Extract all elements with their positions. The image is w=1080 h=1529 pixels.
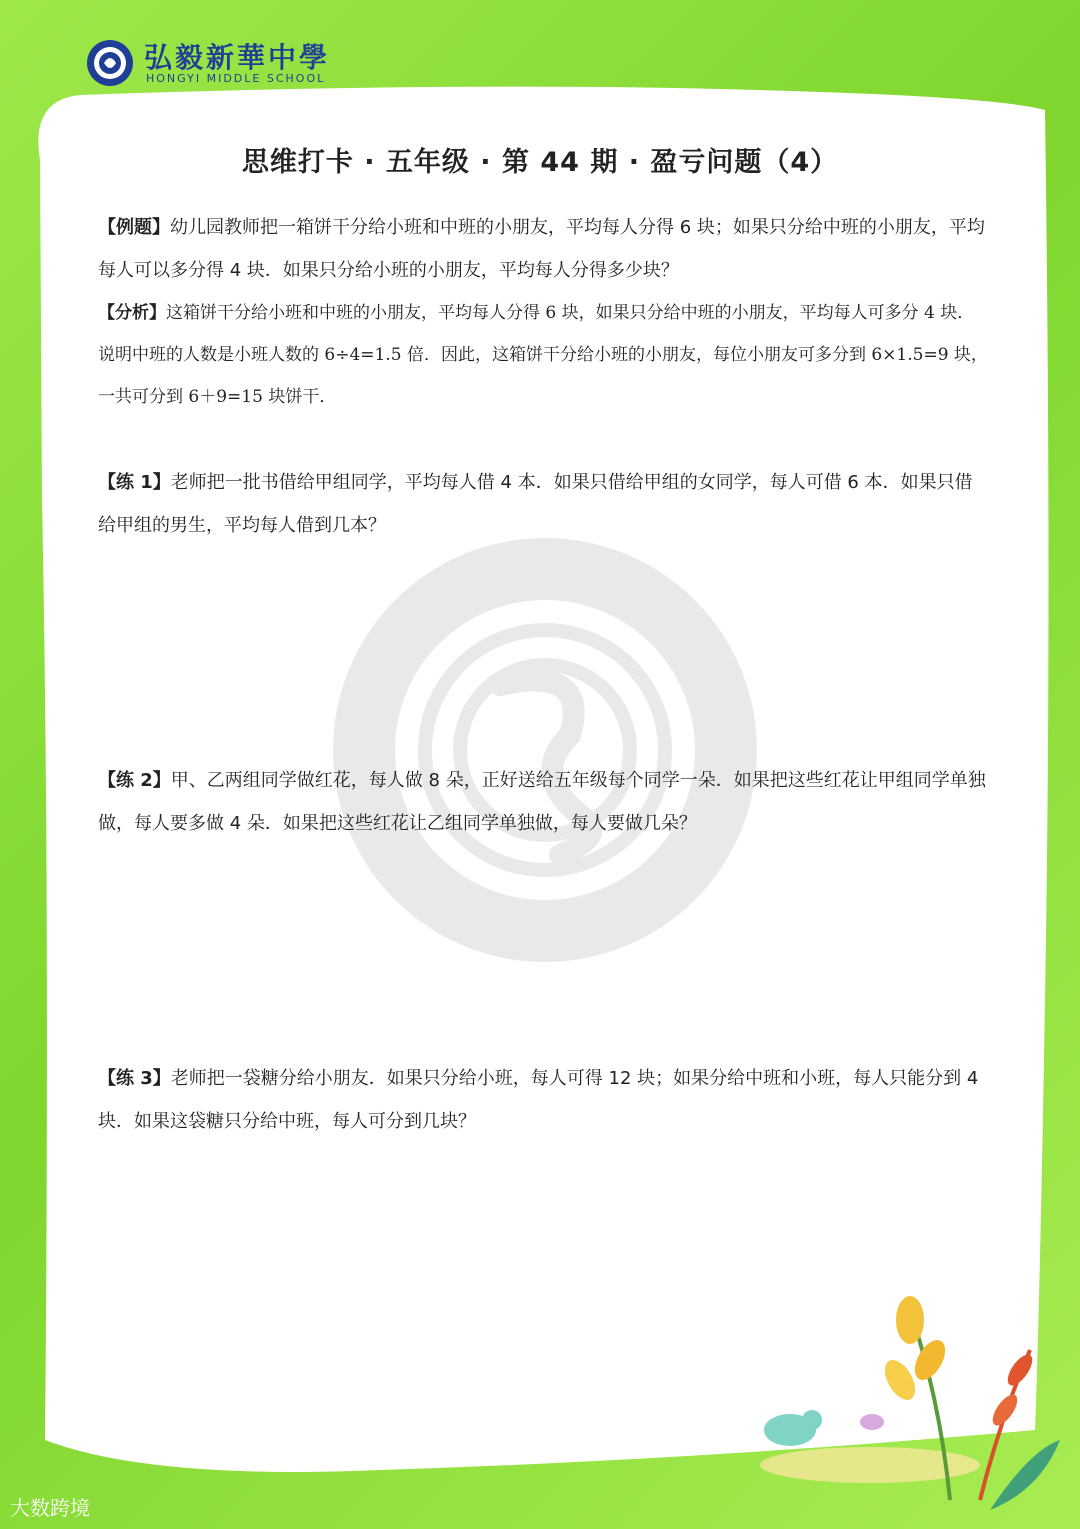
example-text: 幼儿园教师把一箱饼干分给小班和中班的小朋友，平均每人分得 6 块；如果只分给中班的小朋友，平均每人可以多分得 4 块．如果只分给小班的小朋友，平均每人分得多少块？: [98, 217, 985, 281]
footer-watermark: 大数跨境: [10, 1496, 90, 1520]
practice-2-lead: 【练 2】: [98, 770, 171, 791]
page-title: 思维打卡 · 五年级 · 第 44 期 · 盈亏问题（4）: [241, 147, 839, 178]
analysis-section: [98, 292, 988, 418]
practice-1-section: [98, 461, 988, 547]
school-logo-icon: [86, 39, 134, 87]
example-section: [98, 206, 988, 292]
practice-1-lead: 【练 1】: [98, 472, 171, 493]
school-name-en: HONGYI MIDDLE SCHOOL: [146, 72, 326, 85]
example-lead: 【例题】: [98, 217, 170, 238]
practice-3-section: [98, 1057, 988, 1143]
practice-2-text: 甲、乙两组同学做红花，每人做 8 朵，正好送给五年级每个同学一朵．如果把这些红花让甲组同学单独做，每人要多做 4 朵．如果把这些红花让乙组同学单独做，每人要做几朵？: [98, 770, 986, 834]
school-header: [86, 36, 406, 96]
watermark-seal-icon: [330, 535, 760, 965]
practice-3-lead: 【练 3】: [98, 1068, 171, 1089]
analysis-text: 这箱饼干分给小班和中班的小朋友，平均每人分得 6 块，如果只分给中班的小朋友，平均每人可多分 4 块．说明中班的人数是小班人数的 6÷4=1.5 倍．因此，这箱饼干分给小班的小朋友，每位小朋友可多分到 6×1.5=9 块，一共可分到 6＋9=15 块饼干．: [98, 303, 988, 407]
school-name-cn: 弘毅新華中學: [144, 41, 331, 74]
analysis-lead: 【分析】: [98, 303, 166, 323]
practice-2-section: [98, 759, 988, 845]
practice-1-text: 老师把一批书借给甲组同学，平均每人借 4 本．如果只借给甲组的女同学，每人可借 6 本．如果只借给甲组的男生，平均每人借到几本？: [98, 472, 973, 536]
practice-3-text: 老师把一袋糖分给小朋友．如果只分给小班，每人可得 12 块；如果分给中班和小班，每人只能分到 4 块．如果这袋糖只分给中班，每人可分到几块？: [98, 1068, 979, 1132]
plant-and-birds-decoration-icon: [750, 1280, 1070, 1520]
